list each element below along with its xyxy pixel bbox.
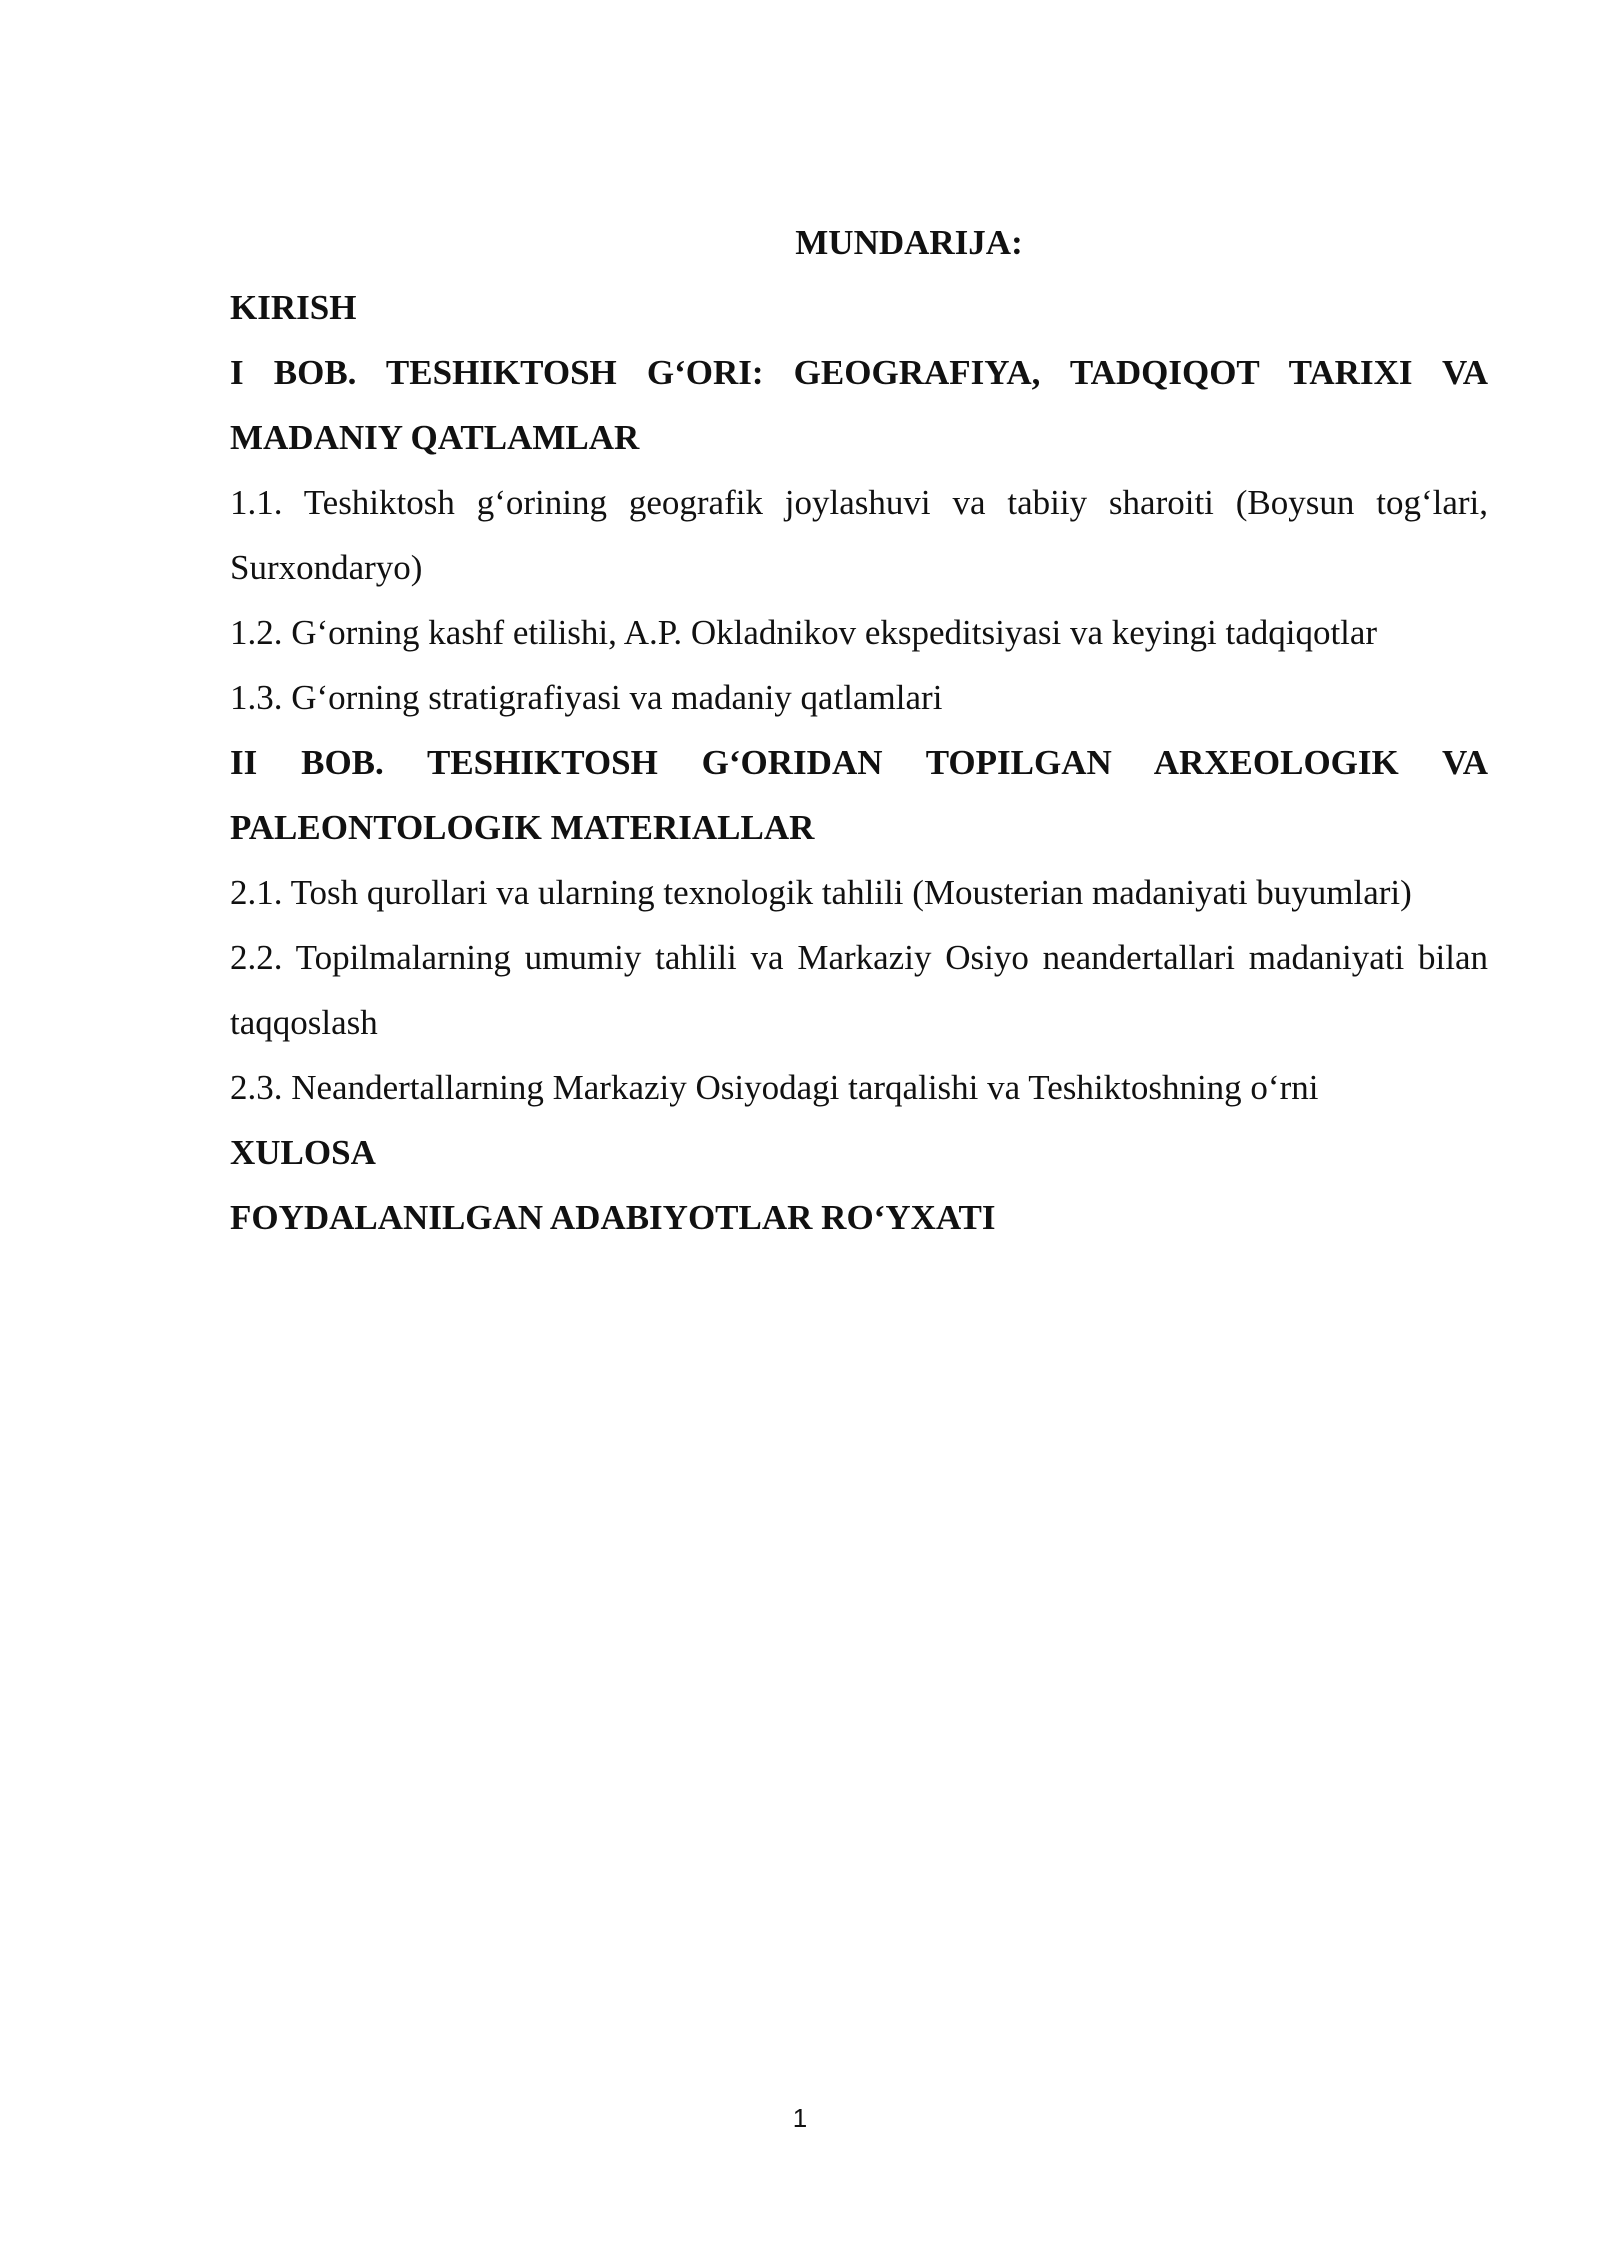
toc-entry-section-2-1: 2.1. Tosh qurollari va ularning texnologik tahlili (Mousterian madaniyati buyumlari) [230, 873, 1412, 912]
toc-entry-conclusion: XULOSA [230, 1133, 376, 1172]
toc-entry-chapter-2: II BOB. TESHIKTOSH G‘ORIDAN TOPILGAN ARXEOLOGIK VA PALEONTOLOGIK MATERIALLAR [230, 743, 1488, 847]
toc-entry-chapter-1: I BOB. TESHIKTOSH G‘ORI: GEOGRAFIYA, TADQIQOT TARIXI VA MADANIY QATLAMLAR [230, 353, 1488, 457]
toc-entry-section-1-3: 1.3. G‘orning stratigrafiyasi va madaniy qatlamlari [230, 678, 943, 717]
table-of-contents [230, 210, 1488, 1250]
toc-entry-references: FOYDALANILGAN ADABIYOTLAR RO‘YXATI [230, 1198, 996, 1237]
toc-entry-section-2-2: 2.2. Topilmalarning umumiy tahlili va Markaziy Osiyo neandertallari madaniyati bilan taqqoslash [230, 938, 1488, 1042]
toc-title: MUNDARIJA: [795, 223, 1023, 262]
toc-entry-introduction: KIRISH [230, 288, 357, 327]
toc-entry-section-1-1: 1.1. Teshiktosh g‘orining geografik joylashuvi va tabiiy sharoiti (Boysun tog‘lari, Surxondaryo) [230, 483, 1488, 587]
toc-entry-section-2-3: 2.3. Neandertallarning Markaziy Osiyodagi tarqalishi va Teshiktoshning o‘rni [230, 1068, 1319, 1107]
page-number: 1 [792, 2103, 808, 2133]
toc-entry-section-1-2: 1.2. G‘orning kashf etilishi, A.P. Okladnikov ekspeditsiyasi va keyingi tadqiqotlar [230, 613, 1378, 652]
